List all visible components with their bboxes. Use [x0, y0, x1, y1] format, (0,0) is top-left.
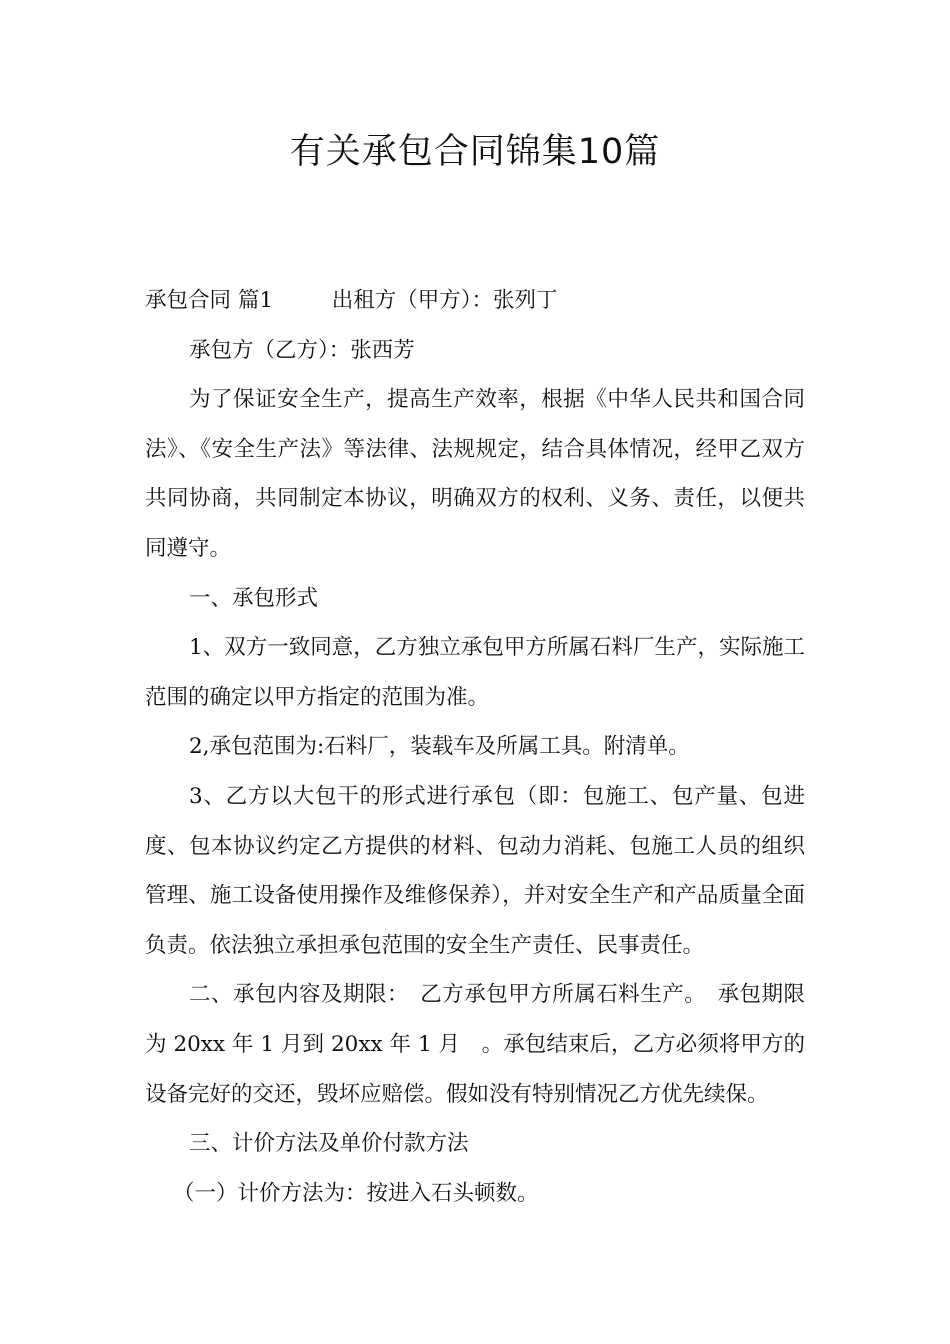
pricing-method: （一）计价方法为：按进入石头顿数。 [173, 1180, 539, 1206]
document-body [145, 276, 805, 1218]
contract-header-line [145, 276, 805, 326]
clause-1: 1、双方一致同意，乙方独立承包甲方所属石料厂生产，实际施工范围的确定以甲方指定的范围为准。 [145, 635, 805, 710]
clause-3: 3、乙方以大包干的形式进行承包（即：包施工、包产量、包进度、包本协议约定乙方提供的材料、包动力消耗、包施工人员的组织管理、施工设备使用操作及维修保养），并对安全生产和产品质量全面负责。依法独立承担承包范围的安全生产责任、民事责任。 [145, 783, 805, 958]
party-a: 出租方（甲方）：张列丁 [331, 288, 558, 313]
intro-paragraph: 为了保证安全生产，提高生产效率，根据《中华人民共和国合同法》、《安全生产法》等法律、法规规定，结合具体情况，经甲乙双方共同协商，共同制定本协议，明确双方的权利、义务、责任，以便共同遵守。 [145, 387, 805, 561]
party-b: 承包方（乙方）：张西芳 [189, 337, 415, 363]
clause-2: 2,承包范围为:石料厂，装载车及所属工具。附清单。 [189, 734, 690, 760]
section-content-term: 二、承包内容及期限： 乙方承包甲方所属石料生产。 承包期限为 20xx 年 1 月到 20xx 年 1 月 。承包结束后，乙方必须将甲方的设备完好的交还，毁坏应赔偿。假如没有特别情况乙方优先续保。 [145, 982, 805, 1107]
contract-label: 承包合同 [145, 288, 232, 313]
section-number: 篇1 [237, 288, 274, 313]
document-title: 有关承包合同锦集10篇 [289, 132, 661, 172]
section-heading-contract-form: 一、承包形式 [189, 585, 319, 611]
section-heading-pricing: 三、计价方法及单价付款方法 [189, 1131, 469, 1157]
